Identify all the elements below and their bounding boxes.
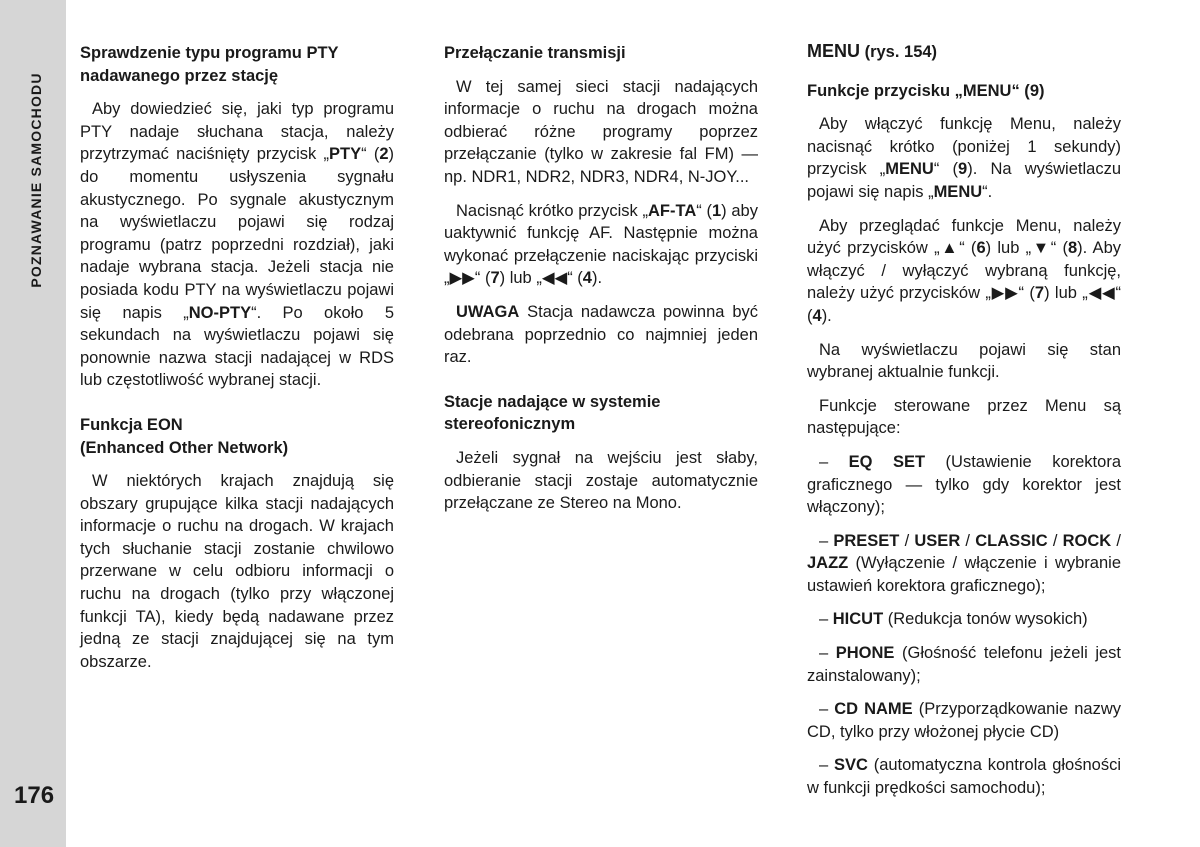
heading-eon: Funkcja EON (Enhanced Other Network) bbox=[80, 415, 289, 457]
list-item-eq-set: – EQ SET (Ustawienie korektora graficznego — tylko gdy korektor jest włączony); bbox=[807, 452, 1121, 517]
list-item-hicut: – HICUT (Redukcja tonów wysokich) bbox=[819, 610, 1088, 629]
paragraph-menu-state: Na wyświetlaczu pojawi się stan wybranej aktualnie funkcji. bbox=[807, 340, 1121, 382]
paragraph-menu-on: Aby włączyć funkcję Menu, należy nacisnąć krótko (poniżej 1 sekundy) przycisk „MENU“ (9). Na wyświetlaczu pojawi się napis „MENU“. bbox=[807, 115, 1122, 201]
page-number: 176 bbox=[14, 782, 55, 809]
heading-menu: MENU (rys. 154) bbox=[807, 41, 938, 61]
paragraph-switching: W tej samej sieci stacji nadających informacje o ruchu na drogach można odbierać różne programy poprzez przełączanie (tylko w zakresie fal FM) — np. NDR1, NDR2, NDR3, NDR4, N-JOY... bbox=[444, 77, 758, 186]
heading-stereo: Stacje nadające w systemie stereofonicznym bbox=[444, 392, 661, 434]
heading-pty: Sprawdzenie typu programu PTY nadawanego przez stację bbox=[80, 44, 339, 85]
note-paragraph: UWAGA Stacja nadawcza powinna być odebrana poprzednio co najmniej jeden raz. bbox=[444, 302, 758, 367]
paragraph-af-ta: Nacisnąć krótko przycisk „AF-TA“ (1) aby uaktywnić funkcję AF. Następnie można wykonać przełączenie naciskając przyciski „▶▶“ (7) lub „◀◀“ (4). bbox=[444, 201, 758, 288]
heading-switching: Przełączanie transmisji bbox=[444, 44, 626, 62]
list-item-phone: – PHONE (Głośność telefonu jeżeli jest zainstalowany); bbox=[807, 644, 1121, 685]
list-item-preset: – PRESET / USER / CLASSIC / ROCK / JAZZ (Wyłączenie / włączenie i wybranie ustawień korektora graficznego); bbox=[807, 531, 1121, 595]
list-item-svc: – SVC (automatyczna kontrola głośności w funkcji prędkości samochodu); bbox=[807, 756, 1121, 798]
paragraph-eon: W niektórych krajach znajdują się obszary grupujące kilka stacji nadających informacje o ruchu na drogach. W krajach tych słuchanie stacji zostanie chwilowo przerwane w celu odbioru informacji o ruchu na drogach (tylko przy włączonej funkcji TA), kiedy będą nadawane przez jedną ze stacji znajdującej się na tym obszarze. bbox=[80, 472, 394, 671]
column-1 bbox=[80, 40, 394, 673]
paragraph-stereo: Jeżeli sygnał na wejściu jest słaby, odbieranie stacji zostaje automatycznie przełączane ze Stereo na Mono. bbox=[444, 448, 758, 513]
column-2 bbox=[444, 40, 758, 515]
section-label: POZNAWANIE SAMOCHODU bbox=[28, 72, 44, 288]
paragraph-menu-browse: Aby przeglądać funkcje Menu, należy użyć przycisków „▲“ (6) lub „▼“ (8). Aby włączyć / wyłączyć wybraną funkcję, należy użyć przycisków „▶▶“ (7) lub „◀◀“ (4). bbox=[807, 216, 1121, 325]
heading-menu-button: Funkcje przycisku „MENU“ (9) bbox=[807, 81, 1045, 100]
list-item-cd-name: – CD NAME (Przyporządkowanie nazwy CD, tylko przy włożonej płycie CD) bbox=[807, 700, 1121, 741]
paragraph-pty: Aby dowiedzieć się, jaki typ programu PTY nadaje słuchana stacja, należy przytrzymać naciśnięty przycisk „PTY“ (2) do momentu usłyszenia sygnału akustycznego. Po sygnale akustycznym na wyświetlaczu pojawi się rodzaj programu (patrz poprzedni rozdział), jaki nadaje wybrana stacja. Jeżeli stacja nie posiada kodu PTY na wyświetlaczu pojawi się napis „NO-PTY“. Po około 5 sekundach na wyświetlaczu pojawi się ponownie nazwa stacji nadającej w RDS lub częstotliwość wybranej stacji. bbox=[80, 100, 395, 390]
paragraph-menu-list-intro: Funkcje sterowane przez Menu są następujące: bbox=[807, 396, 1121, 438]
column-3 bbox=[807, 40, 1121, 800]
side-band bbox=[0, 0, 66, 847]
